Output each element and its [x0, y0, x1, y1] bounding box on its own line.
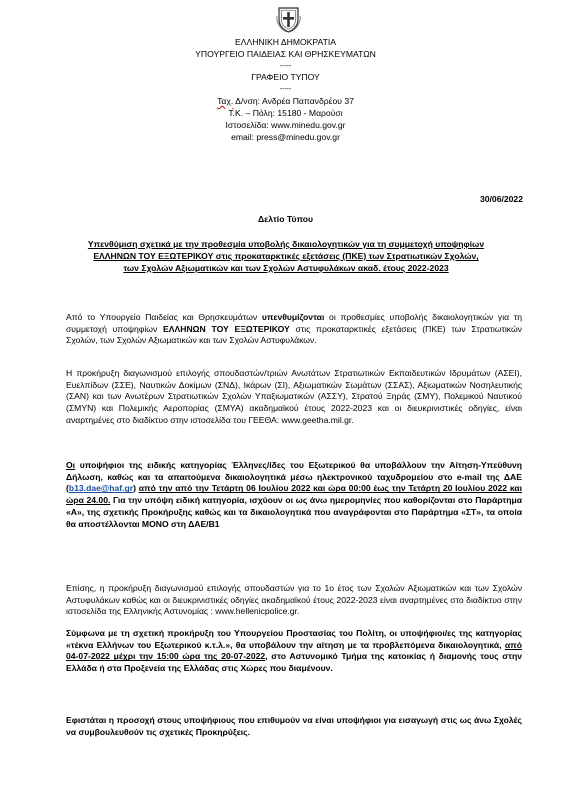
header-separator: -----	[279, 63, 292, 70]
text-run: , στο Αστυνομικό Τμήμα της κατοικίας ή διαμονής τους στην Ελλάδα ή στα Προξενεία της Ελλάδας στις Χώρες που διαμένουν.	[66, 651, 522, 674]
text-run-underlined: Οι	[66, 460, 76, 470]
paragraph-application-procedure	[66, 460, 522, 530]
paragraph-reminder	[66, 312, 522, 347]
email-line[interactable]: email: press@minedu.gov.gr	[231, 132, 340, 142]
greek-coat-of-arms-icon	[276, 6, 301, 33]
address-label: Ταχ.	[217, 96, 234, 106]
text-run-bold: ΕΛΛΗΝΩΝ ΤΟΥ ΕΞΩΤΕΡΙΚΟΥ	[163, 323, 290, 334]
ministry-name: ΥΠΟΥΡΓΕΙΟ ΠΑΙΔΕΙΑΣ ΚΑΙ ΘΡΗΣΚΕΥΜΑΤΩΝ	[195, 49, 376, 59]
address-line	[0, 96, 571, 107]
text-run: οι προθεσμίες υποβολής δικαιολογητικών για τη συμμετοχή υποψηφίων	[66, 312, 522, 334]
address-text: Δ/νση: Ανδρέα Παπανδρέου 37	[233, 96, 354, 106]
deadline-text: από την από την Τετάρτη 06 Ιουλίου 2022 και ώρα 00:00 έως την Τετάρτη 20 Ιουλίου 2022 και ώρα 24.00.	[66, 483, 522, 506]
website-line[interactable]: Ιστοσελίδα: www.minedu.gov.gr	[225, 120, 346, 130]
paragraph-police-procedure	[66, 628, 522, 675]
text-run: στις προκαταρκτικές εξετάσεις (ΠΚΕ) των Στρατιωτικών Σχολών, των Σχολών Αξιωματικών και των Σχολών Αστυφυλάκων.	[66, 323, 522, 346]
deadline-text: από 04-07-2022 μέχρι την 15:00 ώρα της 20-07-2022	[66, 639, 522, 662]
paragraph-geetha-announcement: Η προκήρυξη διαγωνισμού επιλογής σπουδαστών/τριών Ανωτάτων Στρατιωτικών Εκπαιδευτικών Ιδρυμάτων (ΑΣΕΙ), Ευελπίδων (ΣΣΕ), Ναυτικών Δοκίμων (ΣΝΔ), Ικάρων (ΣΙ), Αξιωματικών Σωμάτων (ΣΣΑΣ), Αξιωματικών Νοσηλευτικής (ΣΑΝ) και των Ανωτέρων Στρατιωτικών Σχολών Υπαξιωματικών (ΑΣΣΥ), Στρατού Ξηράς (ΣΜΥ), Πολεμικού Ναυτικού (ΣΜΥΝ) και Πολεμικής Αεροπορίας (ΣΜΥΑ) ακαδημαϊκού έτους 2022-2023 και οι διευκρινιστικές οδηγίες, είναι αναρτημένες στο διαδίκτυο στην ιστοσελίδα του ΓΕΕΘΑ: www.geetha.mil.gr.	[66, 368, 522, 425]
text-run: υποψήφιοι της ειδικής κατηγορίας Έλληνες/ίδες του Εξωτερικού θα υποβάλλουν την Αίτηση-Υπεύθυνη Δήλωση, καθώς και τα απαιτούμενα δικαιολογητικά μέσω ηλεκτρονικού ταχυδρομείου στο e-mail της ΔΑΕ (	[66, 460, 522, 494]
subject-heading: Υπενθύμιση σχετικά με την προθεσμία υποβολής δικαιολογητικών για τη συμμετοχή υποψηφίων ΕΛΛΗΝΩΝ ΤΟΥ ΕΞΩΤΕΡΙΚΟΥ στις προκαταρκτικές εξετάσεις (ΠΚΕ) των Στρατιωτικών Σχολών, των Σχολών Αξιωματικών και των Σχολών Αστυφυλάκων ακαδ. έτους 2022-2023	[87, 239, 485, 273]
postcode-line: Τ.Κ. – Πόλη: 15180 - Μαρούσι	[228, 108, 343, 118]
text-run: )	[133, 483, 139, 494]
paragraph-police-announcement: Επίσης, η προκήρυξη διαγωνισμού επιλογής σπουδαστών για το 1ο έτος των Σχολών Αξιωματικών και των Σχολών Αστυφυλάκων καθώς και οι διευκρινιστικές οδηγίες ακαδημαϊκού έτους 2022-2023 είναι αναρτημένες στο διαδίκτυο στην ιστοσελίδα της Ελληνικής Αστυνομίας : www.hellenicpolice.gr.	[66, 583, 522, 617]
paragraph-attention-notice: Εφιστάται η προσοχή στους υποψήφιους που επιθυμούν να είναι υποψήφιοι για εισαγωγή στις ως άνω Σχολές να συμβουλευθούν τις σχετικές Προκηρύξεις.	[66, 715, 522, 737]
document-type-title: Δελτίο Τύπου	[257, 214, 314, 224]
text-run: Για την υπόψη ειδική κατηγορία, ισχύουν οι ως άνω ημερομηνίες που καθορίζονται στο Παράρτημα «Α», της σχετικής Προκήρυξης καθώς και τα δικαιολογητικά που αναγράφονται στο Παράρτημα «ΣΤ», τα οποία θα αποστέλλονται ΜΟΝΟ στη ΔΑΕ/Β1	[66, 495, 522, 529]
text-run: Από το Υπουργείο Παιδείας και Θρησκευμάτων	[66, 312, 262, 322]
republic-title: ΕΛΛΗΝΙΚΗ ΔΗΜΟΚΡΑΤΙΑ	[235, 37, 336, 47]
text-run: Σύμφωνα με τη σχετική προκήρυξη του Υπουργείου Προστασίας του Πολίτη, οι υποψήφιοι/ες της κατηγορίας «τέκνα Ελλήνων του Εξωτερικού κ.τ.λ.», θα υποβάλουν την αίτηση με τα προβλεπόμενα δικαιολογητικά,	[66, 628, 522, 650]
press-office: ΓΡΑΦΕΙΟ ΤΥΠΟΥ	[251, 72, 320, 82]
dae-email-link[interactable]: b13.dae@haf.gr	[68, 483, 134, 494]
header-separator: -----	[279, 86, 292, 93]
text-run-bold: υπενθυμίζονται	[261, 312, 325, 322]
document-date: 30/06/2022	[479, 194, 523, 204]
